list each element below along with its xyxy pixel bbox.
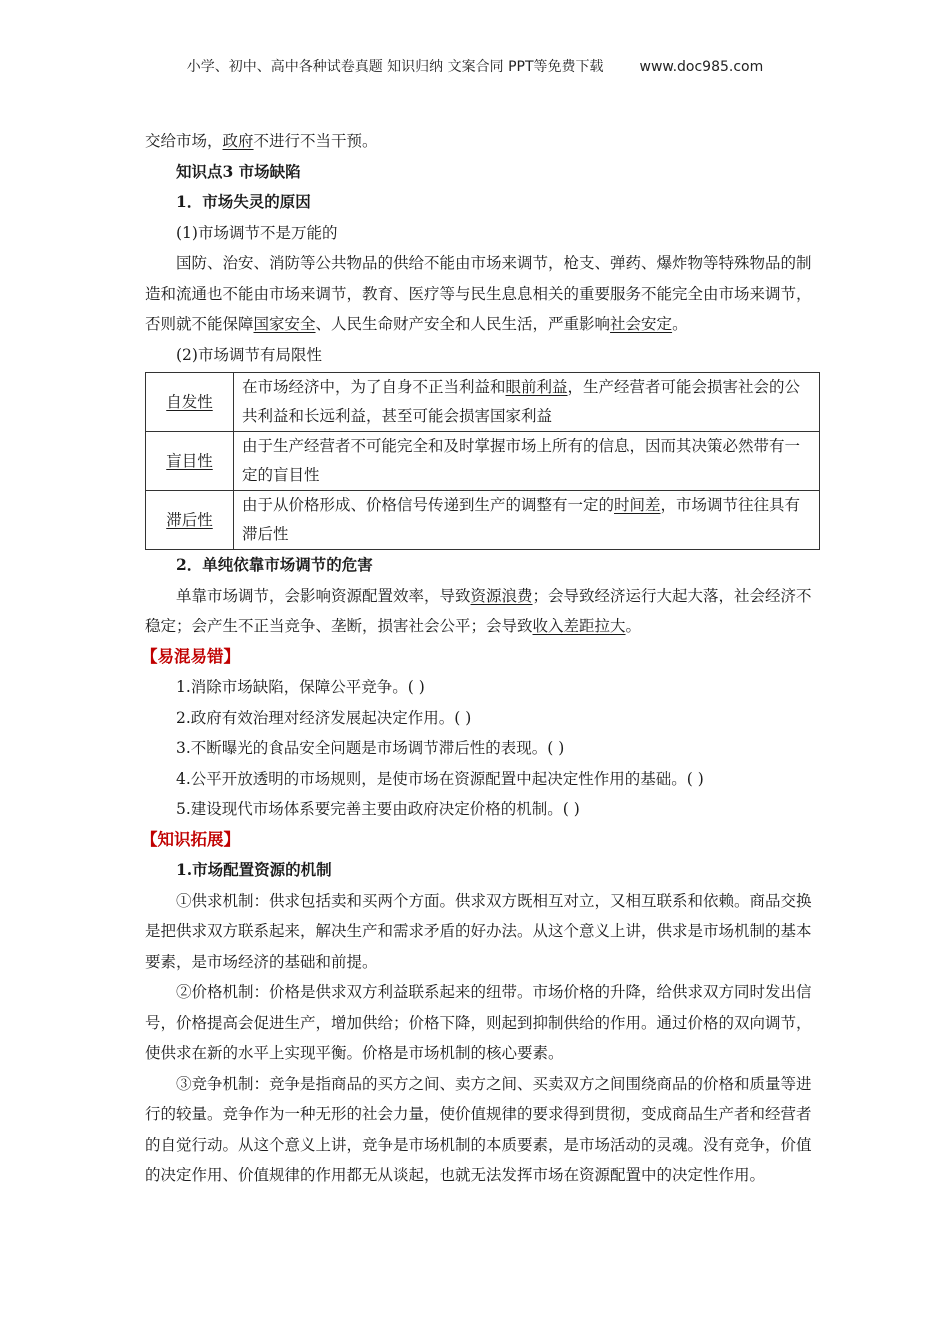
underline-government: 政府 — [222, 132, 254, 150]
expand-sub: 1.市场配置资源的机制 — [176, 860, 332, 879]
table-row — [146, 373, 820, 432]
limitations-table — [145, 372, 820, 550]
confuse-item: 5.建设现代市场体系要完善主要由政府决定价格的机制。( ) — [176, 800, 580, 818]
confuse-heading: 【易混易错】 — [141, 646, 240, 666]
s1-title: 1．市场失灵的原因 — [176, 192, 311, 211]
table-key: 滞后性 — [146, 491, 234, 550]
expand-heading: 【知识拓展】 — [141, 829, 240, 849]
table-key: 自发性 — [146, 373, 234, 432]
s1-sub1: (1)市场调节不是万能的 — [176, 223, 338, 242]
table-value: 由于生产经营者不可能完全和及时掌握市场上所有的信息，因而其决策必然带有一定的盲目性 — [234, 432, 820, 491]
page-header — [0, 56, 950, 76]
header-text: 小学、初中、高中各种试卷真题 知识归纳 文案合同 PPT等免费下载 — [186, 59, 604, 75]
table-key: 盲目性 — [146, 432, 234, 491]
s2-paragraph: 单靠市场调节，会影响资源配置效率，导致资源浪费；会导致经济运行大起大落，社会经济不稳定；会产生不正当竞争、垄断，损害社会公平；会导致收入差距拉大。 — [145, 586, 812, 635]
table-value: 在市场经济中，为了自身不正当利益和眼前利益，生产经营者可能会损害社会的公共利益和长远利益，甚至可能会损害国家利益 — [234, 373, 820, 432]
expand-paragraph-competition: ③竞争机制：竞争是指商品的买方之间、卖方之间、买卖双方之间围绕商品的价格和质量等进行的较量。竞争作为一种无形的社会力量，使价值规律的要求得到贯彻，变成商品生产者和经营者的自觉行动。从这个意义上讲，竞争是市场机制的本质要素，是市场活动的灵魂。没有竞争，价值的决定作用、价值规律的作用都无从谈起，也就无法发挥市场在资源配置中的决定性作用。 — [145, 1074, 812, 1184]
header-url[interactable]: www.doc985.com — [639, 59, 764, 75]
s1-paragraph: 国防、治安、消防等公共物品的供给不能由市场来调节，枪支、弹药、爆炸物等特殊物品的制造和流通也不能由市场来调节，教育、医疗等与民生息息相关的重要服务不能完全由市场来调节，否则就不能保障国家安全、人民生命财产安全和人民生活，严重影响社会安定。 — [145, 254, 812, 333]
table-value: 由于从价格形成、价格信号传递到生产的调整有一定的时间差，市场调节往往具有滞后性 — [234, 491, 820, 550]
intro-line: 交给市场，政府不进行不当干预。 — [145, 132, 378, 150]
s2-title: 2．单纯依靠市场调节的危害 — [176, 555, 373, 574]
table-row — [146, 432, 820, 491]
table-row — [146, 491, 820, 550]
confuse-item: 4.公平开放透明的市场规则，是使市场在资源配置中起决定性作用的基础。( ) — [176, 769, 704, 788]
document-body — [141, 126, 820, 1191]
expand-paragraph-supply: ①供求机制：供求包括卖和买两个方面。供求双方既相互对立，又相互联系和依赖。商品交换是把供求双方联系起来，解决生产和需求矛盾的好办法。从这个意义上讲，供求是市场机制的基本要素，是市场经济的基础和前提。 — [145, 891, 812, 971]
confuse-item: 2.政府有效治理对经济发展起决定作用。( ) — [176, 708, 472, 727]
underline-national-security: 国家安全 — [253, 315, 316, 333]
confuse-item: 1.消除市场缺陷，保障公平竞争。( ) — [176, 678, 425, 696]
kp3-title: 知识点3 市场缺陷 — [176, 161, 301, 181]
expand-paragraph-price: ②价格机制：价格是供求双方利益联系起来的纽带。市场价格的升降，给供求双方同时发出信号，价格提高会促进生产，增加供给；价格下降，则起到抑制供给的作用。通过价格的双向调节，使供求在新的水平上实现平衡。价格是市场机制的核心要素。 — [145, 983, 812, 1062]
underline-social-stability: 社会安定 — [610, 315, 673, 333]
confuse-item: 3.不断曝光的食品安全问题是市场调节滞后性的表现。( ) — [176, 739, 565, 757]
s1-sub2: (2)市场调节有局限性 — [176, 345, 322, 364]
